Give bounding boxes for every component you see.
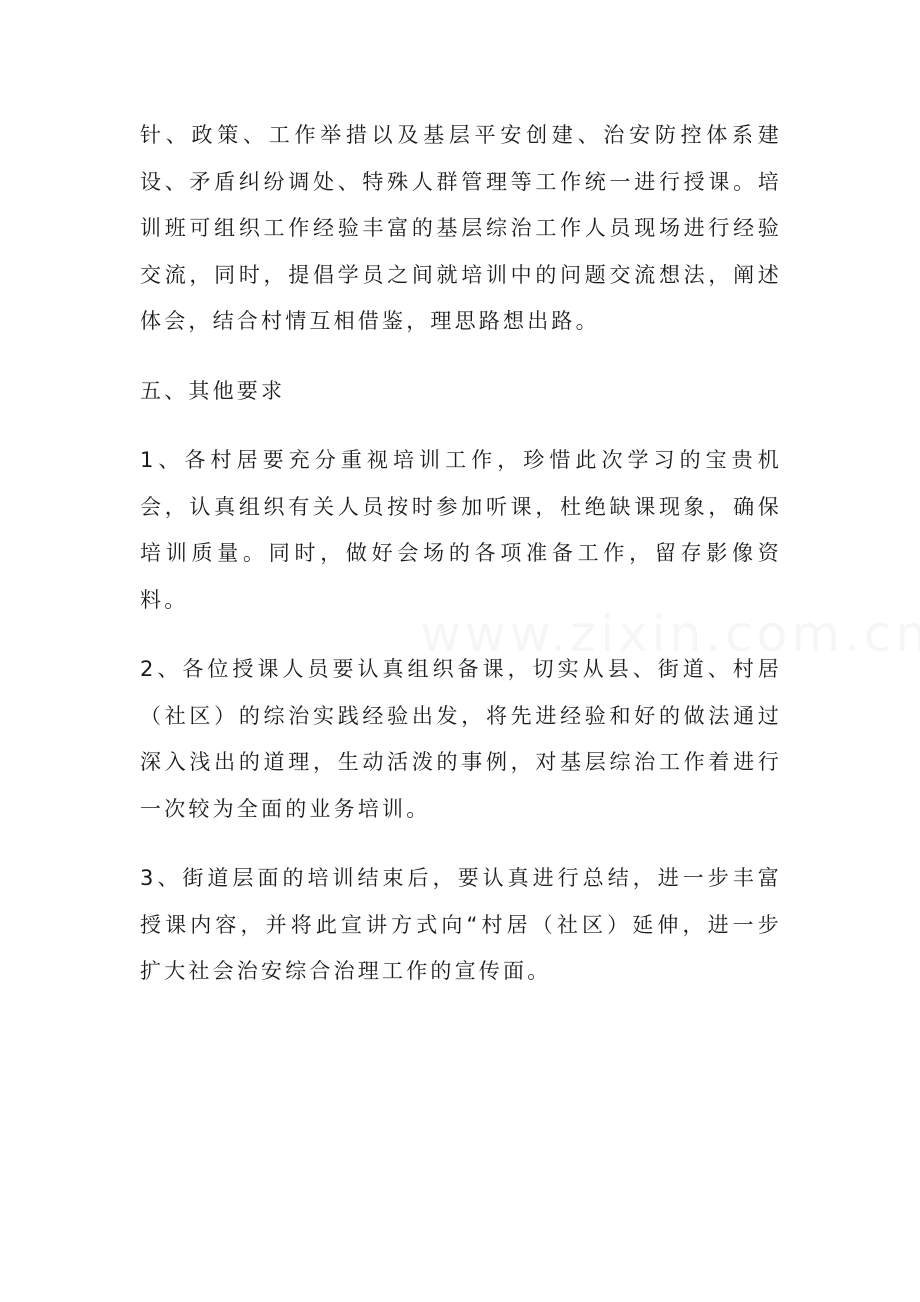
requirement-item-3: 3、街道层面的培训结束后，要认真进行总结，进一步丰富授课内容，并将此宣讲方式向“村居（社区）延伸，进一步扩大社会治安综合治理工作的宣传面。 [140,866,782,983]
paragraph-training-content: 针、政策、工作举措以及基层平安创建、治安防控体系建设、矛盾纠纷调处、特殊人群管理等工作统一进行授课。培训班可组织工作经验丰富的基层综治工作人员现场进行经验交流，同时，提倡学员之间就培训中的问题交流想法，阐述体会，结合村情互相借鉴，理思路想出路。 [140,123,782,333]
requirement-item-1: 1、各村居要充分重视培训工作，珍惜此次学习的宝贵机会，认真组织有关人员按时参加听课，杜绝缺课现象，确保培训质量。同时，做好会场的各项准备工作，留存影像资料。 [140,448,782,612]
document-body [140,112,782,1018]
section-heading-other-requirements: 五、其他要求 [140,378,286,403]
requirement-item-2: 2、各位授课人员要认真组织备课，切实从县、街道、村居（社区）的综治实践经验出发，将先进经验和好的做法通过深入浅出的道理，生动活泼的事例，对基层综治工作着进行一次较为全面的业务培训。 [140,657,782,821]
